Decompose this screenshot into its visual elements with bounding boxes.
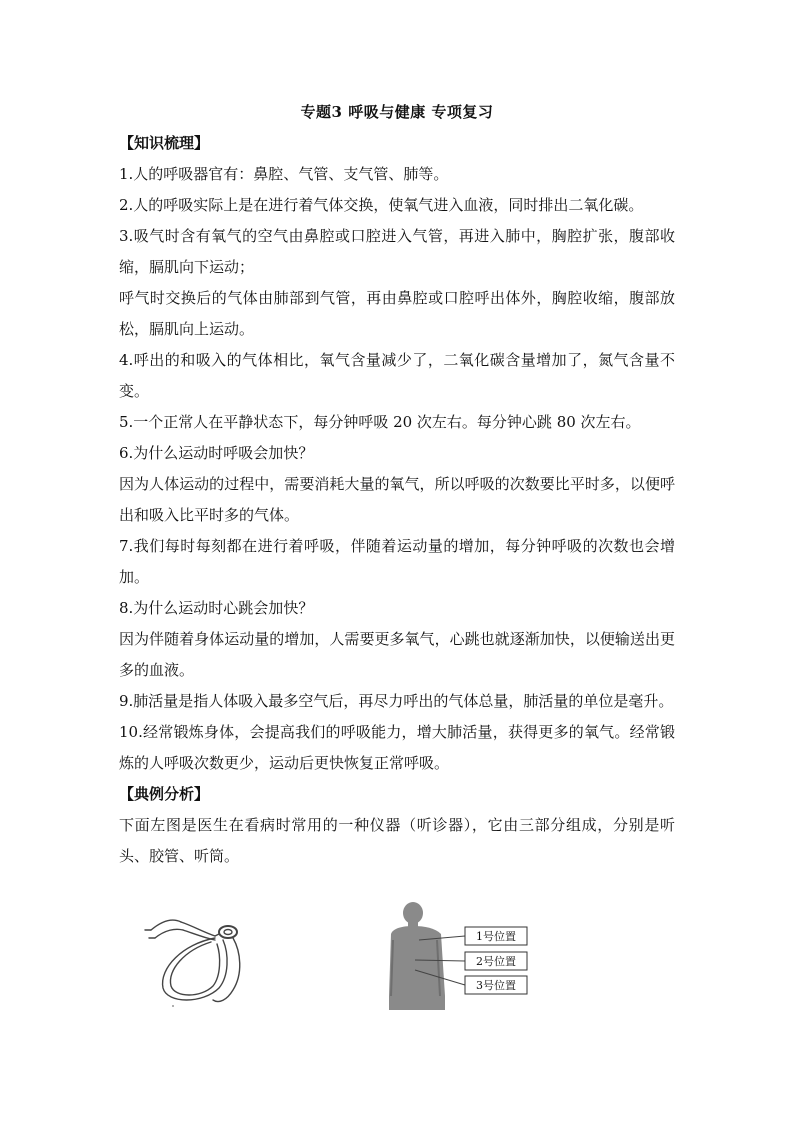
page-title: 专题3 呼吸与健康 专项复习 [300, 103, 494, 121]
section-heading-example: 【典例分析】 [119, 785, 210, 803]
svg-text:2号位置: 2号位置 [476, 955, 516, 968]
paragraph-8-answer: 因为伴随着身体运动量的增加，人需要更多氧气，心跳也就逐渐加快，以便输送出更多的血液。 [119, 630, 675, 679]
svg-text:1号位置: 1号位置 [476, 930, 516, 943]
paragraph-6-question: 6.为什么运动时呼吸会加快？ [119, 444, 314, 462]
paragraph-6-answer: 因为人体运动的过程中，需要消耗大量的氧气，所以呼吸的次数要比平时多，以便呼出和吸入比平时多的气体。 [119, 475, 675, 524]
figures-row [119, 900, 675, 1018]
paragraph-2: 2.人的呼吸实际上是在进行着气体交换，使氧气进入血液，同时排出二氧化碳。 [119, 196, 644, 214]
paragraph-4: 4.呼出的和吸入的气体相比，氧气含量减少了，二氧化碳含量增加了，氮气含量不变。 [119, 351, 675, 400]
svg-text:3号位置: 3号位置 [476, 979, 516, 992]
document-body [119, 128, 675, 872]
paragraph-7: 7.我们每时每刻都在进行着呼吸，伴随着运动量的增加，每分钟呼吸的次数也会增加。 [119, 537, 675, 586]
paragraph-3: 3.吸气时含有氧气的空气由鼻腔或口腔进入气管，再进入肺中，胸腔扩张，腹部收缩，膈肌向下运动； [119, 227, 675, 276]
paragraph-9: 9.肺活量是指人体吸入最多空气后，再尽力呼出的气体总量，肺活量的单位是毫升。 [119, 692, 674, 710]
paragraph-3b: 呼气时交换后的气体由肺部到气管，再由鼻腔或口腔呼出体外，胸腔收缩，腹部放松，膈肌向上运动。 [119, 289, 675, 338]
paragraph-10: 10.经常锻炼身体，会提高我们的呼吸能力，增大肺活量，获得更多的氧气。经常锻炼的人呼吸次数更少，运动后更快恢复正常呼吸。 [119, 723, 675, 772]
paragraph-8-question: 8.为什么运动时心跳会加快？ [119, 599, 314, 617]
position-label-1 [465, 927, 527, 945]
stethoscope-figure [133, 908, 273, 1008]
example-intro: 下面左图是医生在看病时常用的一种仪器（听诊器），它由三部分组成，分别是听头、胶管、听筒。 [119, 816, 675, 865]
paragraph-1: 1.人的呼吸器官有：鼻腔、气管、支气管、肺等。 [119, 165, 449, 183]
position-label-2 [465, 952, 527, 970]
paragraph-5: 5.一个正常人在平静状态下，每分钟呼吸 20 次左右。每分钟心跳 80 次左右。 [119, 413, 641, 431]
section-heading-knowledge: 【知识梳理】 [119, 134, 210, 152]
position-label-3 [465, 976, 527, 994]
torso-position-figure [385, 900, 535, 1012]
